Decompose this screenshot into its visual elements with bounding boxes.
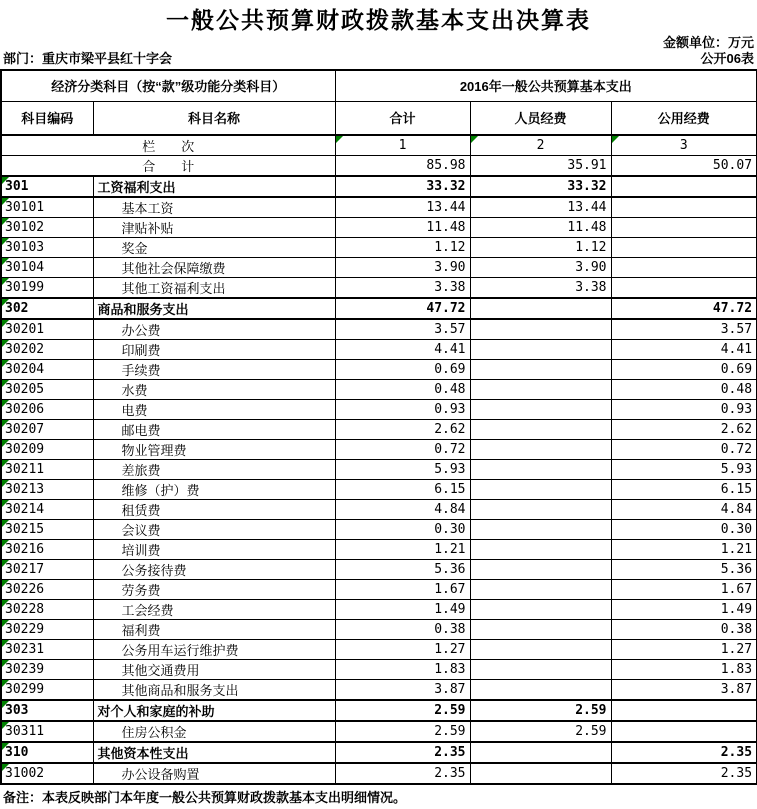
- cell-flag-icon: [2, 460, 9, 467]
- subject-code-cell: 30311: [1, 721, 93, 742]
- cell-flag-icon: [2, 480, 9, 487]
- personnel-cell: [470, 440, 611, 460]
- total-cell: 5.36: [335, 560, 470, 580]
- personnel-cell: [470, 420, 611, 440]
- cell-flag-icon: [2, 764, 9, 771]
- grand-total-personnel-cell: 35.91: [470, 156, 611, 177]
- total-cell: 3.57: [335, 319, 470, 340]
- table-row: [1, 380, 757, 400]
- subject-name-cell: 水费: [93, 380, 335, 400]
- public-cell: 0.69: [611, 360, 757, 380]
- personnel-cell: [470, 460, 611, 480]
- cell-flag-icon: [2, 660, 9, 667]
- table-row: [1, 420, 757, 440]
- total-cell: 3.38: [335, 278, 470, 299]
- sheet-number-label: 公开06表: [700, 51, 754, 66]
- cell-flag-icon: [2, 560, 9, 567]
- column-index-row: [1, 135, 757, 156]
- personnel-cell: [470, 580, 611, 600]
- subject-code-cell: 30103: [1, 238, 93, 258]
- table-row: [1, 218, 757, 238]
- personnel-cell: 33.32: [470, 176, 611, 197]
- subject-code-cell: 30228: [1, 600, 93, 620]
- public-cell: [611, 197, 757, 218]
- subject-name-cell: 其他社会保障缴费: [93, 258, 335, 278]
- personnel-cell: 2.59: [470, 700, 611, 721]
- subject-name-cell: 培训费: [93, 540, 335, 560]
- personnel-cell: [470, 380, 611, 400]
- total-cell: 13.44: [335, 197, 470, 218]
- total-cell: 33.32: [335, 176, 470, 197]
- cell-flag-icon: [2, 722, 9, 729]
- table-row: [1, 580, 757, 600]
- table-row: [1, 600, 757, 620]
- subject-code-cell: 30207: [1, 420, 93, 440]
- personnel-cell: [470, 319, 611, 340]
- subject-code-cell: 30102: [1, 218, 93, 238]
- public-cell: [611, 176, 757, 197]
- subject-name-cell: 手续费: [93, 360, 335, 380]
- total-cell: 0.48: [335, 380, 470, 400]
- public-cell: 1.67: [611, 580, 757, 600]
- personnel-cell: [470, 520, 611, 540]
- table-row: [1, 742, 757, 763]
- cell-flag-icon: [471, 136, 478, 143]
- cell-flag-icon: [2, 258, 9, 265]
- table-row: [1, 721, 757, 742]
- grand-total-public-cell: 50.07: [611, 156, 757, 177]
- total-cell: 2.35: [335, 763, 470, 784]
- total-cell: 5.93: [335, 460, 470, 480]
- public-cell: 0.48: [611, 380, 757, 400]
- cell-flag-icon: [2, 380, 9, 387]
- table-row: [1, 560, 757, 580]
- subject-code-cell: 30226: [1, 580, 93, 600]
- cell-flag-icon: [2, 177, 9, 184]
- cell-flag-icon: [2, 299, 9, 306]
- table-row: [1, 258, 757, 278]
- table-row: [1, 278, 757, 299]
- cell-flag-icon: [2, 640, 9, 647]
- cell-flag-icon: [2, 500, 9, 507]
- total-cell: 1.21: [335, 540, 470, 560]
- public-cell: 3.57: [611, 319, 757, 340]
- total-cell: 0.72: [335, 440, 470, 460]
- cell-flag-icon: [2, 743, 9, 750]
- table-row: [1, 238, 757, 258]
- table-row: [1, 640, 757, 660]
- public-cell: 0.30: [611, 520, 757, 540]
- personnel-cell: [470, 763, 611, 784]
- cell-flag-icon: [2, 420, 9, 427]
- grand-total-row: [1, 156, 757, 177]
- table-row: [1, 340, 757, 360]
- table-row: [1, 176, 757, 197]
- subject-name-cell: 物业管理费: [93, 440, 335, 460]
- personnel-cell: [470, 620, 611, 640]
- table-row: [1, 360, 757, 380]
- public-cell: 0.72: [611, 440, 757, 460]
- column-header-code: 科目编码: [1, 101, 93, 135]
- subject-name-cell: 工会经费: [93, 600, 335, 620]
- subject-name-cell: 对个人和家庭的补助: [93, 700, 335, 721]
- table-row: [1, 680, 757, 701]
- subject-code-cell: 30299: [1, 680, 93, 701]
- table-row: [1, 700, 757, 721]
- personnel-cell: 3.90: [470, 258, 611, 278]
- column-index-label: 栏 次: [1, 135, 335, 156]
- subject-code-cell: 30101: [1, 197, 93, 218]
- subject-name-cell: 其他资本性支出: [93, 742, 335, 763]
- personnel-cell: [470, 480, 611, 500]
- subject-name-cell: 公务接待费: [93, 560, 335, 580]
- cell-flag-icon: [2, 340, 9, 347]
- subject-name-cell: 租赁费: [93, 500, 335, 520]
- column-index-3: 3: [611, 135, 757, 156]
- cell-flag-icon: [2, 218, 9, 225]
- total-cell: 1.83: [335, 660, 470, 680]
- table-row: [1, 660, 757, 680]
- subject-name-cell: 基本工资: [93, 197, 335, 218]
- page-title: 一般公共预算财政拨款基本支出决算表: [166, 7, 591, 33]
- subject-name-cell: 差旅费: [93, 460, 335, 480]
- subject-code-cell: 30231: [1, 640, 93, 660]
- total-cell: 47.72: [335, 298, 470, 319]
- subject-name-cell: 其他交通费用: [93, 660, 335, 680]
- subject-code-cell: 31002: [1, 763, 93, 784]
- public-cell: [611, 278, 757, 299]
- personnel-cell: [470, 640, 611, 660]
- personnel-cell: 13.44: [470, 197, 611, 218]
- cell-flag-icon: [2, 360, 9, 367]
- subject-code-cell: 30104: [1, 258, 93, 278]
- personnel-cell: 1.12: [470, 238, 611, 258]
- cell-flag-icon: [2, 320, 9, 327]
- subject-code-cell: 30213: [1, 480, 93, 500]
- total-cell: 1.12: [335, 238, 470, 258]
- public-cell: 2.62: [611, 420, 757, 440]
- total-cell: 6.15: [335, 480, 470, 500]
- subject-name-cell: 办公设备购置: [93, 763, 335, 784]
- total-cell: 1.67: [335, 580, 470, 600]
- subject-code-cell: 30202: [1, 340, 93, 360]
- budget-expense-table: [0, 69, 757, 785]
- subject-name-cell: 公务用车运行维护费: [93, 640, 335, 660]
- cell-flag-icon: [2, 580, 9, 587]
- subject-code-cell: 30217: [1, 560, 93, 580]
- total-cell: 4.41: [335, 340, 470, 360]
- subject-name-cell: 津贴补贴: [93, 218, 335, 238]
- subject-name-cell: 劳务费: [93, 580, 335, 600]
- cell-flag-icon: [2, 701, 9, 708]
- subject-name-cell: 福利费: [93, 620, 335, 640]
- subject-code-cell: 30206: [1, 400, 93, 420]
- budget-year-group-header: 2016年一般公共预算基本支出: [335, 70, 757, 101]
- table-row: [1, 400, 757, 420]
- subject-code-cell: 310: [1, 742, 93, 763]
- table-row: [1, 298, 757, 319]
- public-cell: 1.83: [611, 660, 757, 680]
- total-cell: 1.27: [335, 640, 470, 660]
- table-row: [1, 197, 757, 218]
- personnel-cell: [470, 742, 611, 763]
- column-header-name: 科目名称: [93, 101, 335, 135]
- cell-flag-icon: [2, 400, 9, 407]
- subject-name-cell: 奖金: [93, 238, 335, 258]
- subject-code-cell: 30214: [1, 500, 93, 520]
- grand-total-label: 合 计: [1, 156, 335, 177]
- subject-name-cell: 印刷费: [93, 340, 335, 360]
- total-cell: 11.48: [335, 218, 470, 238]
- subject-code-cell: 30215: [1, 520, 93, 540]
- personnel-cell: [470, 600, 611, 620]
- personnel-cell: [470, 660, 611, 680]
- cell-flag-icon: [2, 520, 9, 527]
- subject-name-cell: 工资福利支出: [93, 176, 335, 197]
- subject-code-cell: 30205: [1, 380, 93, 400]
- subject-name-cell: 住房公积金: [93, 721, 335, 742]
- personnel-cell: 3.38: [470, 278, 611, 299]
- subject-code-cell: 301: [1, 176, 93, 197]
- subject-code-cell: 30201: [1, 319, 93, 340]
- table-row: [1, 460, 757, 480]
- total-cell: 0.93: [335, 400, 470, 420]
- public-cell: 1.49: [611, 600, 757, 620]
- unit-label: 金额单位：万元: [662, 35, 754, 50]
- subject-name-cell: 维修（护）费: [93, 480, 335, 500]
- total-cell: 3.87: [335, 680, 470, 701]
- total-cell: 0.38: [335, 620, 470, 640]
- cell-flag-icon: [2, 620, 9, 627]
- cell-flag-icon: [612, 136, 619, 143]
- table-row: [1, 620, 757, 640]
- personnel-cell: 2.59: [470, 721, 611, 742]
- public-cell: 2.35: [611, 742, 757, 763]
- public-cell: [611, 238, 757, 258]
- column-header-personnel: 人员经费: [470, 101, 611, 135]
- personnel-cell: [470, 500, 611, 520]
- subject-code-cell: 30211: [1, 460, 93, 480]
- total-cell: 0.69: [335, 360, 470, 380]
- department-line: [0, 51, 757, 69]
- cell-flag-icon: [2, 278, 9, 285]
- table-column-header-row: [1, 101, 757, 135]
- public-cell: [611, 700, 757, 721]
- subject-code-cell: 30199: [1, 278, 93, 299]
- personnel-cell: [470, 560, 611, 580]
- personnel-cell: [470, 340, 611, 360]
- subject-code-cell: 30216: [1, 540, 93, 560]
- cell-flag-icon: [2, 600, 9, 607]
- public-cell: 5.36: [611, 560, 757, 580]
- table-row: [1, 319, 757, 340]
- public-cell: 6.15: [611, 480, 757, 500]
- subject-name-cell: 其他商品和服务支出: [93, 680, 335, 701]
- cell-flag-icon: [2, 198, 9, 205]
- subject-name-cell: 办公费: [93, 319, 335, 340]
- total-cell: 0.30: [335, 520, 470, 540]
- cell-flag-icon: [2, 440, 9, 447]
- table-row: [1, 500, 757, 520]
- total-cell: 4.84: [335, 500, 470, 520]
- subject-code-cell: 30229: [1, 620, 93, 640]
- public-cell: 5.93: [611, 460, 757, 480]
- column-index-1: 1: [335, 135, 470, 156]
- cell-flag-icon: [2, 680, 9, 687]
- cell-flag-icon: [336, 136, 343, 143]
- public-cell: 0.93: [611, 400, 757, 420]
- footnote: 备注：本表反映部门本年度一般公共预算财政拨款基本支出明细情况。: [3, 790, 407, 805]
- table-group-header-row: [1, 70, 757, 101]
- personnel-cell: [470, 540, 611, 560]
- column-header-public: 公用经费: [611, 101, 757, 135]
- public-cell: 47.72: [611, 298, 757, 319]
- subject-code-cell: 302: [1, 298, 93, 319]
- subject-code-cell: 303: [1, 700, 93, 721]
- table-row: [1, 440, 757, 460]
- personnel-cell: [470, 400, 611, 420]
- total-cell: 1.49: [335, 600, 470, 620]
- public-cell: [611, 218, 757, 238]
- total-cell: 3.90: [335, 258, 470, 278]
- table-row: [1, 520, 757, 540]
- economic-category-group-header: 经济分类科目（按“款”级功能分类科目）: [1, 70, 335, 101]
- public-cell: 3.87: [611, 680, 757, 701]
- public-cell: 0.38: [611, 620, 757, 640]
- subject-name-cell: 会议费: [93, 520, 335, 540]
- table-row: [1, 540, 757, 560]
- public-cell: [611, 721, 757, 742]
- personnel-cell: [470, 360, 611, 380]
- total-cell: 2.35: [335, 742, 470, 763]
- total-cell: 2.59: [335, 721, 470, 742]
- table-row: [1, 480, 757, 500]
- department-label: 部门：重庆市梁平县红十字会: [3, 51, 173, 66]
- total-cell: 2.62: [335, 420, 470, 440]
- personnel-cell: 11.48: [470, 218, 611, 238]
- column-header-total: 合计: [335, 101, 470, 135]
- subject-code-cell: 30239: [1, 660, 93, 680]
- personnel-cell: [470, 680, 611, 701]
- column-index-2: 2: [470, 135, 611, 156]
- total-cell: 2.59: [335, 700, 470, 721]
- public-cell: 2.35: [611, 763, 757, 784]
- subject-name-cell: 商品和服务支出: [93, 298, 335, 319]
- public-cell: [611, 258, 757, 278]
- subject-name-cell: 电费: [93, 400, 335, 420]
- table-row: [1, 763, 757, 784]
- cell-flag-icon: [2, 540, 9, 547]
- grand-total-total-cell: 85.98: [335, 156, 470, 177]
- subject-name-cell: 其他工资福利支出: [93, 278, 335, 299]
- public-cell: 4.84: [611, 500, 757, 520]
- subject-name-cell: 邮电费: [93, 420, 335, 440]
- public-cell: 4.41: [611, 340, 757, 360]
- public-cell: 1.21: [611, 540, 757, 560]
- public-cell: 1.27: [611, 640, 757, 660]
- subject-code-cell: 30204: [1, 360, 93, 380]
- cell-flag-icon: [2, 238, 9, 245]
- subject-code-cell: 30209: [1, 440, 93, 460]
- personnel-cell: [470, 298, 611, 319]
